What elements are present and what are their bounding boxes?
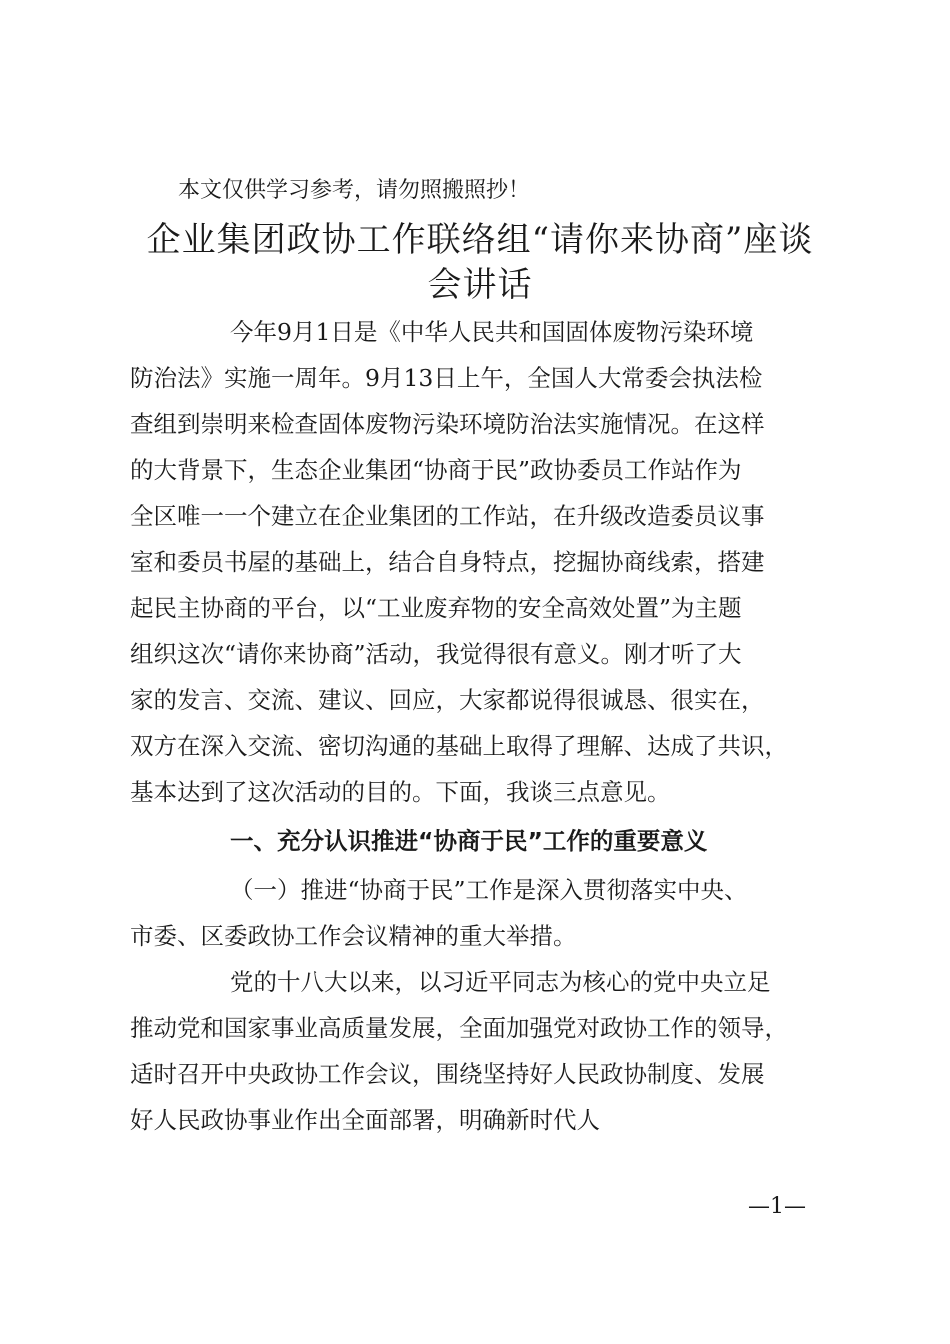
paragraph-1-line: 起民主协商的平台，以“工业废弃物的安全高效处置”为主题 <box>130 594 742 622</box>
paragraph-1-line: 今年9月1日是《中华人民共和国固体废物污染环境 <box>230 318 754 346</box>
paragraph-1-line: 查组到崇明来检查固体废物污染环境防治法实施情况。在这样 <box>130 410 765 438</box>
paragraph-1-line: 室和委员书屋的基础上，结合自身特点，挖掘协商线索，搭建 <box>130 548 765 576</box>
page-number: —1— <box>748 1194 806 1219</box>
paragraph-2-line: 好人民政协事业作出全面部署，明确新时代人 <box>130 1106 600 1134</box>
paragraph-1-line: 家的发言、交流、建议、回应，大家都说得很诚恳、很实在， <box>130 686 765 714</box>
paragraph-1-line: 的大背景下，生态企业集团“协商于民”政协委员工作站作为 <box>130 456 742 484</box>
paragraph-1-line: 全区唯一一个建立在企业集团的工作站，在升级改造委员议事 <box>130 502 765 530</box>
paragraph-2-line: 党的十八大以来，以习近平同志为核心的党中央立足 <box>230 968 771 996</box>
subheading-line: （一）推进“协商于民”工作是深入贯彻落实中央、 <box>230 876 748 904</box>
paragraph-2-line: 适时召开中央政协工作会议，围绕坚持好人民政协制度、发展 <box>130 1060 765 1088</box>
paragraph-1-line: 防治法》实施一周年。9月13日上午，全国人大常委会执法检 <box>130 364 763 392</box>
document-title-line-1: 企业集团政协工作联络组“请你来协商”座谈 <box>146 220 814 260</box>
document-title-line-2: 会讲话 <box>427 265 533 305</box>
section-heading: 一、充分认识推进“协商于民”工作的重要意义 <box>230 827 708 855</box>
disclaimer-note: 本文仅供学习参考，请勿照搬照抄！ <box>178 178 531 203</box>
subheading-line: 市委、区委政协工作会议精神的重大举措。 <box>130 922 577 950</box>
paragraph-2-line: 推动党和国家事业高质量发展，全面加强党对政协工作的领导， <box>130 1014 788 1042</box>
paragraph-1-line: 组织这次“请你来协商”活动，我觉得很有意义。刚才听了大 <box>130 640 742 668</box>
paragraph-1-line: 双方在深入交流、密切沟通的基础上取得了理解、达成了共识， <box>130 732 788 760</box>
paragraph-1-line: 基本达到了这次活动的目的。下面，我谈三点意见。 <box>130 778 671 806</box>
